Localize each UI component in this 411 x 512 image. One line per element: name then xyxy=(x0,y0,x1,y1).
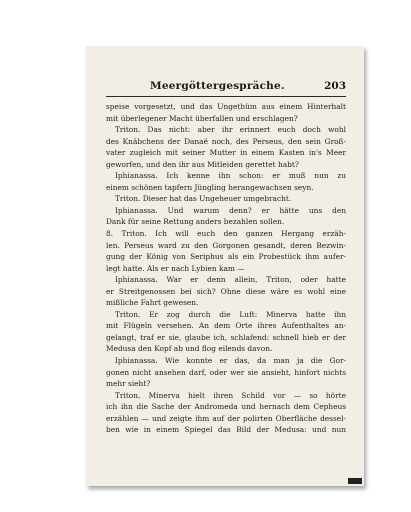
text-line: mit Flügeln versehen. An dem Orte ihres Aufenthaltes an- xyxy=(106,321,346,331)
text-line: gonen nicht ansehen darf, oder wer sie ansieht, hinfort nichts xyxy=(106,367,346,377)
text-line: Iphianassa. War er denn allein, Triton, oder hatte xyxy=(115,275,346,285)
text-line: Medusa den Kopf ab und flog eilends davon. xyxy=(106,344,273,354)
text-line: geworfen, und den ihr aus Mitleiden gerettet habt? xyxy=(106,159,299,169)
text-line: mißliche Fahrt gewesen. xyxy=(106,298,199,308)
header-rule xyxy=(106,96,346,97)
text-line: einem schönen tapfern Jüngling herangewachsen seyn. xyxy=(106,182,314,192)
text-line: Triton. Er zog durch die Luft: Minerva hatte ihn xyxy=(115,309,346,319)
text-line: ben wie in einem Spiegel das Bild der Medusa: und nun xyxy=(106,425,346,435)
running-title: Meergöttergespräche. xyxy=(150,80,285,92)
text-line: legt hatte. Als er nach Lybien kam — xyxy=(106,263,245,273)
page-header xyxy=(106,80,346,94)
text-line: gung der König von Seriphus als ein Probestück ihm aufer- xyxy=(106,252,346,262)
text-line: Triton. Minerva hielt ihren Schild vor — so hörte xyxy=(115,390,346,400)
text-line: Iphianassa. Wie konnte er das, da man ja die Gor- xyxy=(115,356,346,366)
text-line: Triton. Dieser hat das Ungeheuer umgebracht. xyxy=(115,194,292,204)
page-number: 203 xyxy=(324,80,346,92)
text-line: Dank für seine Rettung anders bezahlen sollen. xyxy=(106,217,285,227)
text-line: ich ihn die Sache der Andromeda und hernach dem Cepheus xyxy=(106,402,346,412)
text-line: mehr sieht? xyxy=(106,379,151,389)
text-line: len. Perseus ward zu den Gorgonen gesandt, deren Bezwin- xyxy=(106,240,346,250)
text-line: speise vorgesetzt, und das Ungethüm aus einem Hinterhalt xyxy=(106,102,346,111)
text-line: erzählen — und zeigte ihm auf der polirten Oberfläche dessel- xyxy=(106,413,346,423)
text-line: vater zugleich mit seiner Mutter in einem Kasten in's Meer xyxy=(106,148,346,158)
page-edge-mark xyxy=(348,478,362,484)
text-line: des Knäbchens der Danaë noch, des Perseus, den sein Groß- xyxy=(106,136,346,146)
text-line: Iphianassa. Und warum denn? er hätte uns den xyxy=(115,205,346,215)
text-line: gelangt, traf er sie, glaube ich, schlafend: schnell hieb er der xyxy=(106,332,346,342)
text-line: mit überlegener Macht überfallen und erschlagen? xyxy=(106,113,298,123)
text-line: 8. Triton. Ich will euch den ganzen Hergang erzäh- xyxy=(106,229,346,239)
text-line: er Streitgenossen bei sich? Ohne diese wäre es wohl eine xyxy=(106,286,346,296)
text-line: Triton. Das nicht: aber ihr erinnert euch doch wohl xyxy=(115,125,346,135)
text-line: Iphianassa. Ich kenne ihn schon: er muß nun zu xyxy=(115,171,346,181)
body-text xyxy=(106,101,346,436)
